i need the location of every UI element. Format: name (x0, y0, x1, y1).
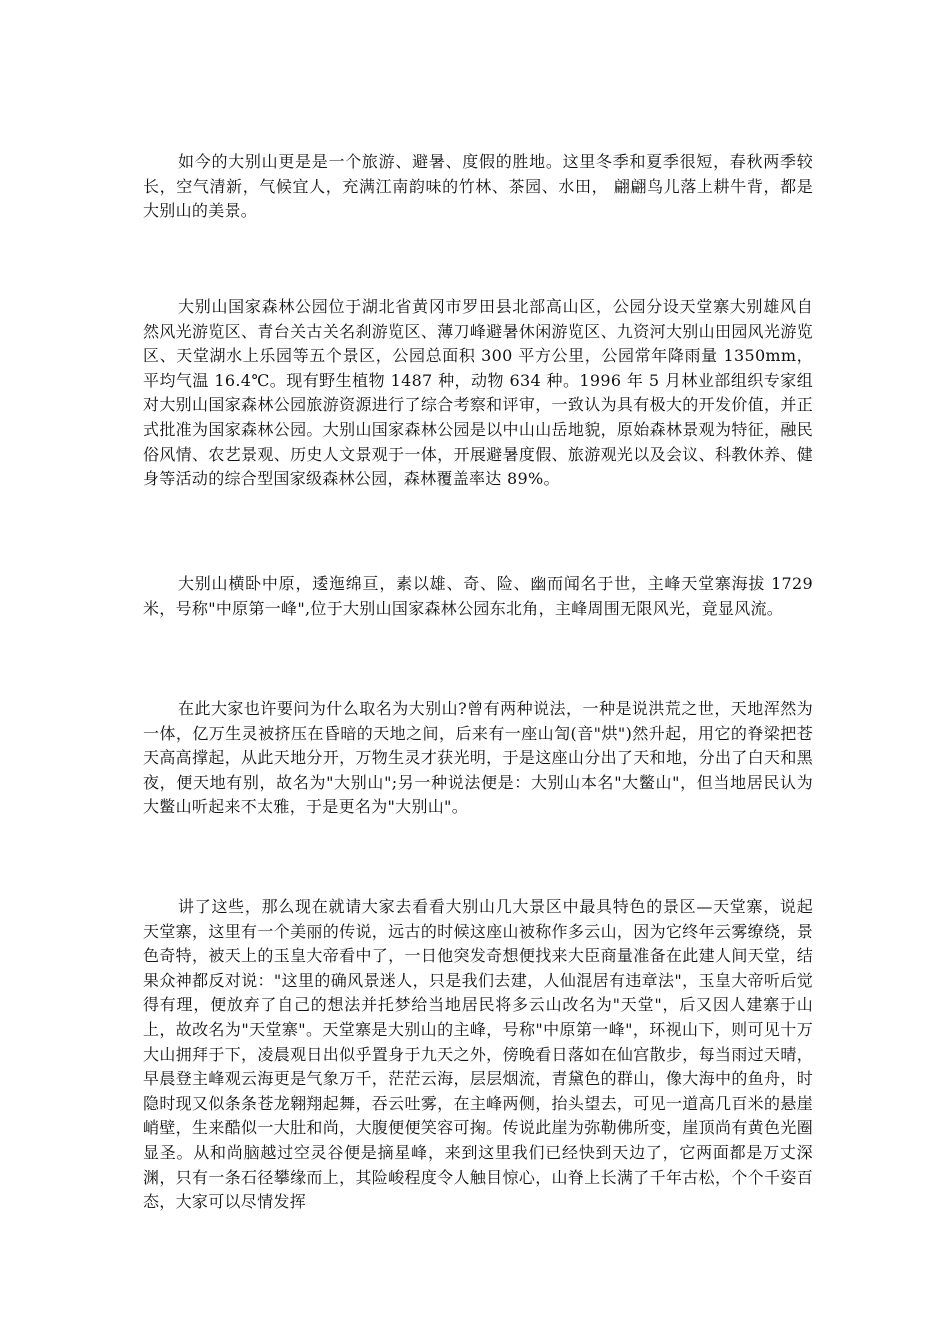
paragraph-forest-park-overview: 大别山国家森林公园位于湖北省黄冈市罗田县北部高山区，公园分设天堂寨大别雄风自然风光游览区、青台关古关名刹游览区、薄刀峰避暑休闲游览区、九资河大别山田园风光游览区、天堂湖水上乐园等五个景区，公园总面积 300 平方公里，公园常年降雨量 1350mm，平均气温 16.4℃。现有野生植物 1487 种，动物 634 种。1996 年 5 月林业部组织专家组对大别山国家森林公园旅游资源进行了综合考察和评审，一致认为具有极大的开发价值，并正式批准为国家森林公园。大别山国家森林公园是以中山山岳地貌，原始森林景观为特征，融民俗风情、农艺景观、历史人文景观于一体，开展避暑度假、旅游观光以及会议、科教休养、健身等活动的综合型国家级森林公园，森林覆盖率达 89%。 (143, 297, 813, 489)
paragraph-tiantangzhai-legend: 讲了这些，那么现在就请大家去看看大别山几大景区中最具特色的景区—天堂寨，说起天堂寨，这里有一个美丽的传说，远古的时候这座山被称作多云山，因为它终年云雾缭绕，景色奇特，被天上的玉皇大帝看中了，一日他突发奇想便找来大臣商量准备在此建人间天堂，结果众神都反对说："这里的确风景迷人，只是我们去建，人仙混居有违章法"，玉皇大帝听后觉得有理，便放弃了自己的想法并托梦给当地居民将多云山改名为"天堂"，后又因人建寨于山上，故改名为"天堂寨"。天堂寨是大别山的主峰，号称"中原第一峰"，环视山下，则可见十万大山拥拜于下，凌晨观日出似乎置身于九天之外，傍晚看日落如在仙宫散步，每当雨过天晴，早晨登主峰观云海更是气象万千，茫茫云海，层层烟流，青黛色的群山，像大海中的鱼舟，时隐时现又似条条苍龙翱翔起舞，吞云吐雾，在主峰两侧，抬头望去，可见一道高几百米的悬崖峭壁，生来酷似一大肚和尚，大腹便便笑容可掬。传说此崖为弥勒佛所变，崖顶尚有黄色光圈显圣。从和尚脑越过空灵谷便是摘星峰，来到这里我们已经快到天边了，它两面都是万丈深渊，只有一条石径攀缘而上，其险峻程度令人触目惊心，山脊上长满了千年古松，个个千姿百态，大家可以尽情发挥 (143, 897, 813, 1212)
paragraph-name-origin: 在此大家也许要问为什么取名为大别山?曾有两种说法，一种是说洪荒之世，天地浑然为一体，亿万生灵被挤压在昏暗的天地之间，后来有一座山訇(音"烘")然升起，用它的脊梁把苍天高高撑起，从此天地分开，万物生灵才获光明，于是这座山分出了天和地，分出了白天和黑夜，便天地有别，故名为"大别山";另一种说法便是：大别山本名"大鳖山"，但当地居民认为大鳖山听起来不太雅，于是更名为"大别山"。 (143, 699, 813, 817)
paragraph-main-peak: 大别山横卧中原，逶迤绵亘，素以雄、奇、险、幽而闻名于世，主峰天堂寨海拔 1729 米，号称"中原第一峰",位于大别山国家森林公园东北角，主峰周围无限风光，竟显风流。 (143, 574, 813, 618)
paragraph-leisure-resort: 如今的大别山更是是一个旅游、避暑、度假的胜地。这里冬季和夏季很短，春秋两季较长，空气清新，气候宜人，充满江南韵味的竹林、茶园、水田， 翩翩鸟儿落上耕牛背，都是大别山的美景。 (143, 152, 813, 221)
